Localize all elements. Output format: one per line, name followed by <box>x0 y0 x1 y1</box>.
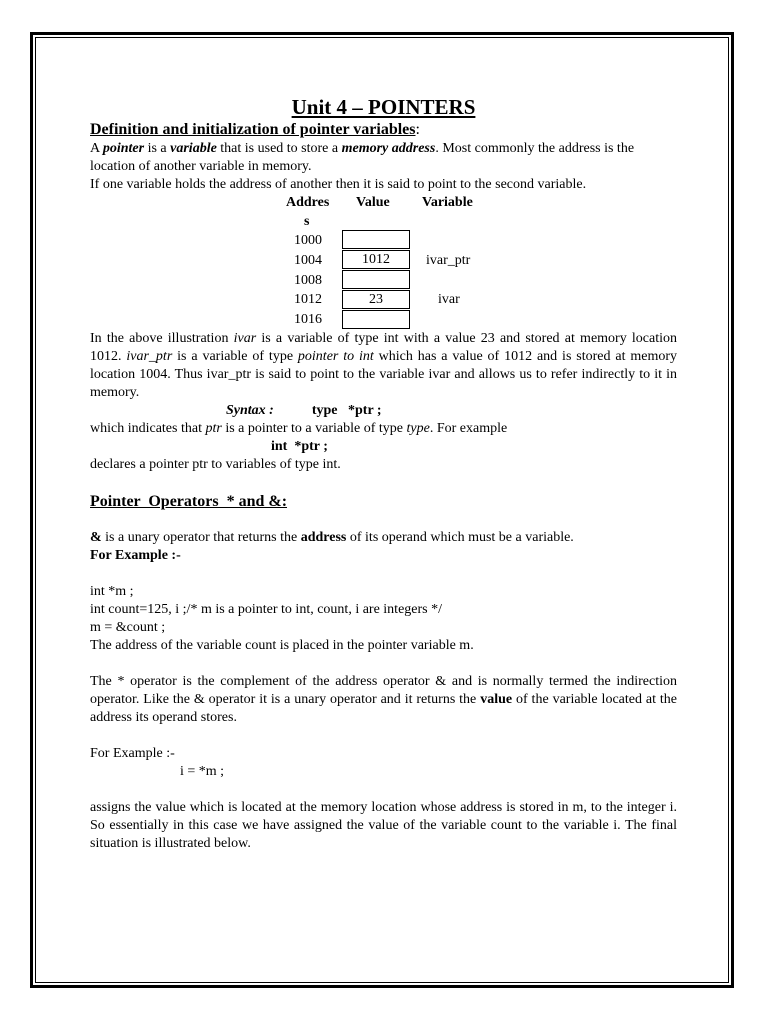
memory-cell-1008 <box>342 270 410 289</box>
syntax-line: Syntax : type *ptr ; <box>226 403 382 418</box>
code-line-2: int count=125, i ;/* m is a pointer to int, count, i are integers */ <box>90 602 443 617</box>
code-line-3: m = &count ; <box>90 620 166 635</box>
illustration-explanation-paragraph: In the above illustration ivar is a variable of type int with a value 23 and stored at memory location 1012. ivar_ptr is a variable of type pointer to int which has a value of 1012 and is stored at memory location 1004. Thus ivar_ptr is said to point to the variable ivar and allows us to refer indirectly to it in memory. <box>90 331 677 400</box>
address-1016: 1016 <box>294 312 322 327</box>
definition-paragraph: A pointer is a variable that is used to store a memory address. Most commonly the address is the location of another variable in memory. <box>90 141 635 174</box>
page-title: Unit 4 – POINTERS <box>291 95 476 119</box>
assigns-paragraph: assigns the value which is located at the memory location whose address is stored in m, to the integer i. So essentially in this case we have assigned the value of the variable count to the variable i. The final situation is illustrated below. <box>90 800 677 851</box>
memory-cell-1016 <box>342 310 410 329</box>
address-1008: 1008 <box>294 273 322 288</box>
memory-illustration-table <box>90 194 677 330</box>
for-example-heading: For Example :- <box>90 548 181 563</box>
example2-code-line: i = *m ; <box>180 764 225 779</box>
header-variable: Variable <box>422 195 473 210</box>
example-code-line: int *ptr ; <box>271 439 328 454</box>
address-operator-paragraph: & is a unary operator that returns the address of its operand which must be a variable. <box>90 530 574 545</box>
point-to-paragraph: If one variable holds the address of another then it is said to point to the second variable. <box>90 177 587 192</box>
variable-ivar-ptr: ivar_ptr <box>426 253 471 268</box>
indirection-operator-paragraph: The * operator is the complement of the address operator & and is normally termed the indirection operator. Like the & operator it is a unary operator and it returns the value of the variable located at the address its operand stores. <box>90 674 677 725</box>
section-definition-heading: Definition and initialization of pointer variables: <box>90 121 420 138</box>
memory-cell-1012: 23 <box>342 290 410 309</box>
for-example-plain: For Example :- <box>90 746 175 761</box>
memory-cell-1000 <box>342 230 410 249</box>
header-address: Addres <box>286 195 330 210</box>
code-line-1: int *m ; <box>90 584 134 599</box>
declares-paragraph: declares a pointer ptr to variables of type int. <box>90 457 341 472</box>
variable-ivar: ivar <box>438 292 460 307</box>
ptr-explanation-paragraph: which indicates that ptr is a pointer to a variable of type type. For example <box>90 421 508 436</box>
address-1000: 1000 <box>294 233 322 248</box>
header-value: Value <box>356 195 390 210</box>
address-1004: 1004 <box>294 253 322 268</box>
memory-cell-1004: 1012 <box>342 250 410 269</box>
document-page <box>90 94 677 853</box>
address-1012: 1012 <box>294 292 322 307</box>
header-address-wrap: s <box>304 214 310 229</box>
address-placed-paragraph: The address of the variable count is placed in the pointer variable m. <box>90 638 474 653</box>
section-operators-heading: Pointer Operators * and &: <box>90 493 288 510</box>
